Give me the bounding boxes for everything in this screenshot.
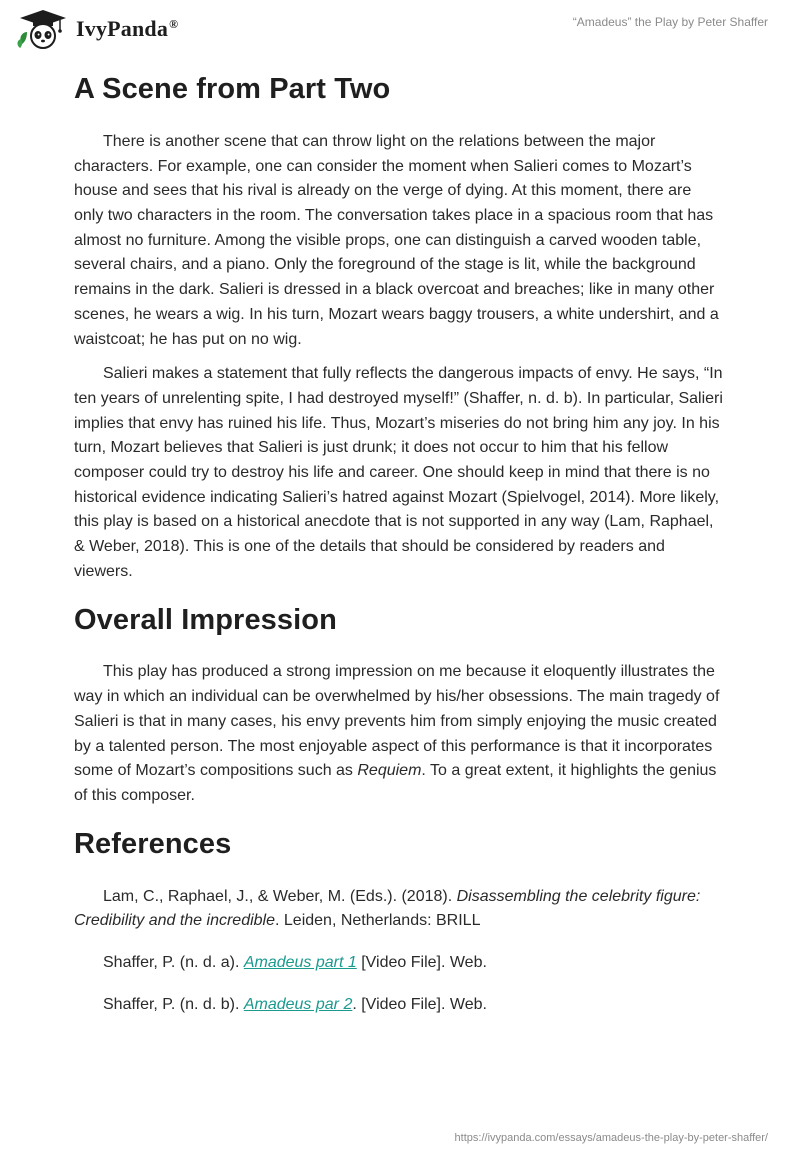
document-title: “Amadeus” the Play by Peter Shaffer: [572, 15, 768, 29]
section-scene-part-two: [74, 74, 724, 585]
section-overall-impression: [74, 605, 724, 809]
page-header: [0, 0, 800, 60]
reference-item: Lam, C., Raphael, J., & Weber, M. (Eds.). (2018). Disassembling the celebrity figure: Credibility and the incredible. Leiden, Netherlands: BRILL: [74, 887, 701, 930]
paragraph: Salieri makes a statement that fully reflects the dangerous impacts of envy. He says, “In ten years of unrelenting spite, I had destroyed myself!” (Shaffer, n. d. b). In particular, Salieri implies that envy has ruined his life. Thus, Mozart’s miseries do not bring him any joy. In his turn, Mozart believes that Salieri is just drunk; it does not occur to him that his fellow composer could try to destroy his life and career. One should keep in mind that there is no historical evidence indicating Salieri’s hatred against Mozart (Spielvogel, 2014). More likely, this play is based on a historical anecdote that is not supported in any way (Lam, Raphael, & Weber, 2018). This is one of the details that should be considered by readers and viewers.: [74, 365, 723, 580]
reference-item: Shaffer, P. (n. d. b). Amadeus par 2. [Video File]. Web.: [103, 995, 487, 1013]
essay-content: [74, 74, 724, 1037]
reference-link-amadeus-part-1[interactable]: Amadeus part 1: [243, 953, 357, 971]
section-heading: References: [74, 827, 232, 860]
panda-graduate-icon: [16, 8, 70, 50]
reference-link-amadeus-par-2[interactable]: Amadeus par 2: [243, 995, 353, 1013]
paragraph: There is another scene that can throw light on the relations between the major characters. For example, one can consider the moment when Salieri comes to Mozart’s house and sees that his rival is already on the verge of dying. At this moment, there are only two characters in the room. The conversation takes place in a spacious room that has almost no furniture. Among the visible props, one can distinguish a carved wooden table, several chairs, and a piano. Only the foreground of the stage is lit, while the background remains in the dark. Salieri is dressed in a black overcoat and breaches; like in many other scenes, he wears a wig. In his turn, Mozart wears baggy trousers, a white undershirt, and a waistcoat; he has put on no wig.: [74, 132, 719, 348]
reference-item: Shaffer, P. (n. d. a). Amadeus part 1 [Video File]. Web.: [103, 953, 487, 971]
ivypanda-logo[interactable]: [16, 8, 178, 50]
paragraph: This play has produced a strong impression on me because it eloquently illustrates the way in which an individual can be overwhelmed by his/her obsessions. The main tragedy of Salieri is that in many cases, his envy prevents him from simply enjoying the music created by a talented person. The most enjoyable aspect of this performance is that it incorporates some of Mozart’s compositions such as Requiem. To a great extent, it highlights the genius of this composer.: [74, 663, 720, 804]
brand-name: IvyPanda®: [76, 16, 179, 41]
section-heading: A Scene from Part Two: [74, 73, 391, 105]
section-references: [74, 829, 724, 1018]
reference-title: Disassembling the celebrity figure: Credibility and the incredible: [74, 887, 701, 930]
footer-url[interactable]: https://ivypanda.com/essays/amadeus-the-play-by-peter-shaffer/: [454, 1132, 768, 1144]
italic-title: Requiem: [357, 762, 422, 780]
section-heading: Overall Impression: [74, 603, 337, 636]
